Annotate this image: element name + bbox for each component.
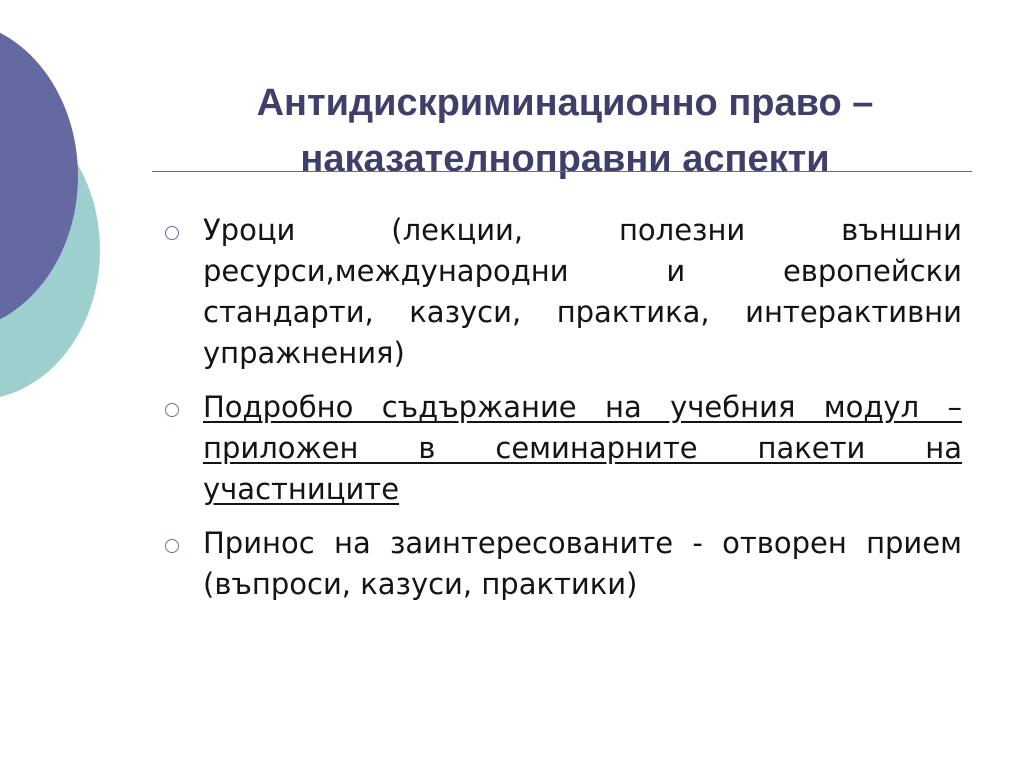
bullet-text-underlined: Подробно съдържание на учебния модул – приложен в семинарните пакети на участниците [203,390,962,506]
bullet-text: Принос на заинтересованите - отворен прием (въпроси, казуси, практики) [203,526,962,601]
bullet-item [165,387,962,510]
slide-title-line-1: Антидискриминационно право – [256,82,874,125]
bullet-text: Уроци (лекции, полезни външни ресурси,международни и европейски стандарти, казуси, практика, интерактивни упражнения) [203,213,962,370]
bullet-circle-icon [165,403,179,417]
title-divider [152,171,972,172]
bullet-list [165,210,962,618]
bullet-circle-icon [165,539,179,553]
bullet-item [165,210,962,374]
slide-title-line-2: наказателноправни аспекти [300,138,830,181]
bullet-item [165,523,962,605]
bullet-circle-icon [165,226,179,240]
